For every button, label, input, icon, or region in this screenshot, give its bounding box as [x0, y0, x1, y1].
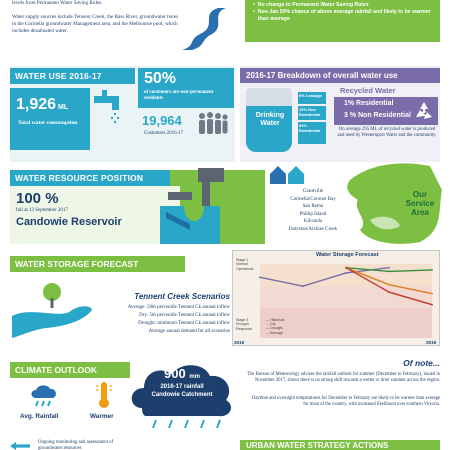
zone-band	[260, 308, 432, 338]
data-point	[431, 269, 433, 271]
forecast-chart	[232, 250, 440, 346]
chart-legend	[266, 318, 284, 335]
reservoir-pipe-icon	[160, 168, 230, 244]
supply-text: Water supply sources include Tennent Creek, the Bass River, groundwater bores in the Corinella groundwater Management area, and the Melbourne pool, which includes desalinated water.	[12, 14, 179, 34]
service-area-label: Our Service Area	[405, 190, 435, 217]
top-bullets-box	[245, 0, 440, 42]
rainfall-value: 900 mm	[164, 366, 200, 381]
resource-percent: 100 %	[16, 190, 59, 207]
customers-label: Customers 2016-17	[144, 131, 184, 136]
recycled-title: Recycled Water	[340, 86, 396, 95]
scenario-item: Dry: 5th percentile Tennent Ck annual inflow	[139, 313, 230, 318]
note-paragraph-2: Daytime and overnight temperatures for December to February are likely to be warmer than average for most of the country, with increased likelihood over southern Victoria.	[251, 396, 440, 407]
recycled-residential: 1% Residential	[344, 100, 394, 107]
legend-item: — Average	[266, 330, 283, 335]
rainfall-line2: Candowie Catchment	[151, 392, 213, 398]
recycle-icon	[413, 100, 435, 122]
town-item: Kilcunda	[303, 219, 323, 225]
town-item: Dalyston/Archies Creek	[288, 226, 338, 232]
chart-year-end: 2019	[426, 340, 437, 345]
customers-value: 19,964	[142, 113, 182, 128]
river-icon	[178, 6, 228, 52]
people-icon	[196, 110, 230, 140]
scenario-list	[70, 304, 230, 336]
town-item: Grantville	[302, 189, 324, 194]
climate-header: CLIMATE OUTLOOK	[10, 362, 130, 378]
data-point	[388, 271, 390, 273]
tank-segment-nonresidential: 10% Non Residential	[298, 106, 326, 120]
zone-label-normal: Stage 1 Normal Operations	[236, 258, 254, 271]
intro-line: levels from Permanent Water Saving Rules.	[12, 0, 103, 6]
rain-cloud-icon	[30, 384, 60, 410]
bullet-item: • No change to Permanent Water Saving Rules	[253, 2, 369, 8]
legend-item: — Drought	[266, 326, 283, 331]
bottom-right-header: URBAN WATER STRATEGY ACTIONS	[240, 440, 440, 450]
non-permanent-label: of customers are non-permanent residents	[144, 90, 214, 101]
town-item: Phillip Island	[299, 211, 327, 217]
data-point	[345, 272, 347, 274]
non-permanent-percent: 50%	[144, 70, 177, 87]
water-use-header: WATER USE 2016-17	[10, 68, 135, 84]
recycled-note: On average 295 ML of recycled water is produced and used by Westernport Water and the community.	[337, 127, 437, 138]
zone-label-drought: Stage 4 Drought Response	[236, 318, 253, 331]
scenario-item: Drought: minimum Tennent Ck annual inflow	[138, 321, 230, 326]
chart-title: Water Storage Forecast	[316, 252, 379, 258]
resource-header: WATER RESOURCE POSITION	[10, 170, 170, 186]
bottom-left-text: Ongoing monitoring and assessment of groundwater resources	[38, 440, 114, 450]
scenario-title: Tennent Creek Scenarios	[134, 292, 230, 301]
bottom-left-arrow	[10, 442, 30, 450]
houses-icon	[268, 164, 308, 186]
total-consumption-value: 1,926 ML	[16, 96, 69, 113]
legend-item: — Dry	[266, 322, 276, 327]
scenario-item: Average annual demand for all scenarios	[148, 329, 230, 334]
bullet-item: • Nov-Jan 50% chance of above average rainfall and likely to be warmer than average	[253, 9, 431, 22]
data-point	[388, 284, 390, 286]
tank-segment-residential: 84% Residential	[298, 122, 326, 144]
drinking-water-label: Drinking Water	[255, 112, 285, 127]
legend-item: — Historical	[266, 318, 285, 322]
data-point	[345, 267, 347, 269]
rainfall-line1: 2016-17 rainfall	[160, 384, 204, 390]
data-point	[431, 293, 433, 295]
data-point	[388, 267, 390, 269]
tap-icon	[92, 90, 132, 126]
town-item: San Remo	[302, 204, 324, 210]
town-item: Corinella/Coronet Bay	[290, 196, 336, 202]
data-point	[302, 285, 304, 287]
data-point	[388, 291, 390, 293]
temp-label: Warmer	[90, 413, 114, 420]
resource-full-date: full at 13 September 2017	[16, 208, 68, 213]
chart-year-start: 2015	[234, 340, 245, 345]
reservoir-name: Candowie Reservoir	[16, 216, 122, 228]
note-paragraph-1: The Bureau of Meteorology advises the rainfall outlook for summer (December to February), issued in November 2017, shows there is no strong shift towards a wetter or drier summer across the region.	[247, 372, 440, 383]
total-consumption-label: Total water consumption	[18, 120, 78, 126]
scenario-item: Average: 50th percentile Tennent Ck annual inflow	[127, 305, 230, 310]
forecast-header: WATER STORAGE FORECAST	[10, 256, 185, 272]
rain-label: Avg. Rainfall	[20, 413, 59, 420]
tank-segment-leakage: 6% Leakage	[298, 92, 326, 104]
data-point	[259, 276, 261, 278]
breakdown-header: 2016-17 Breakdown of overall water use	[240, 68, 440, 83]
recycled-nonresidential: 3 % Non Residential	[344, 112, 411, 119]
data-point	[431, 304, 433, 306]
note-title: Of note...	[403, 358, 440, 368]
thermometer-icon	[94, 380, 114, 410]
